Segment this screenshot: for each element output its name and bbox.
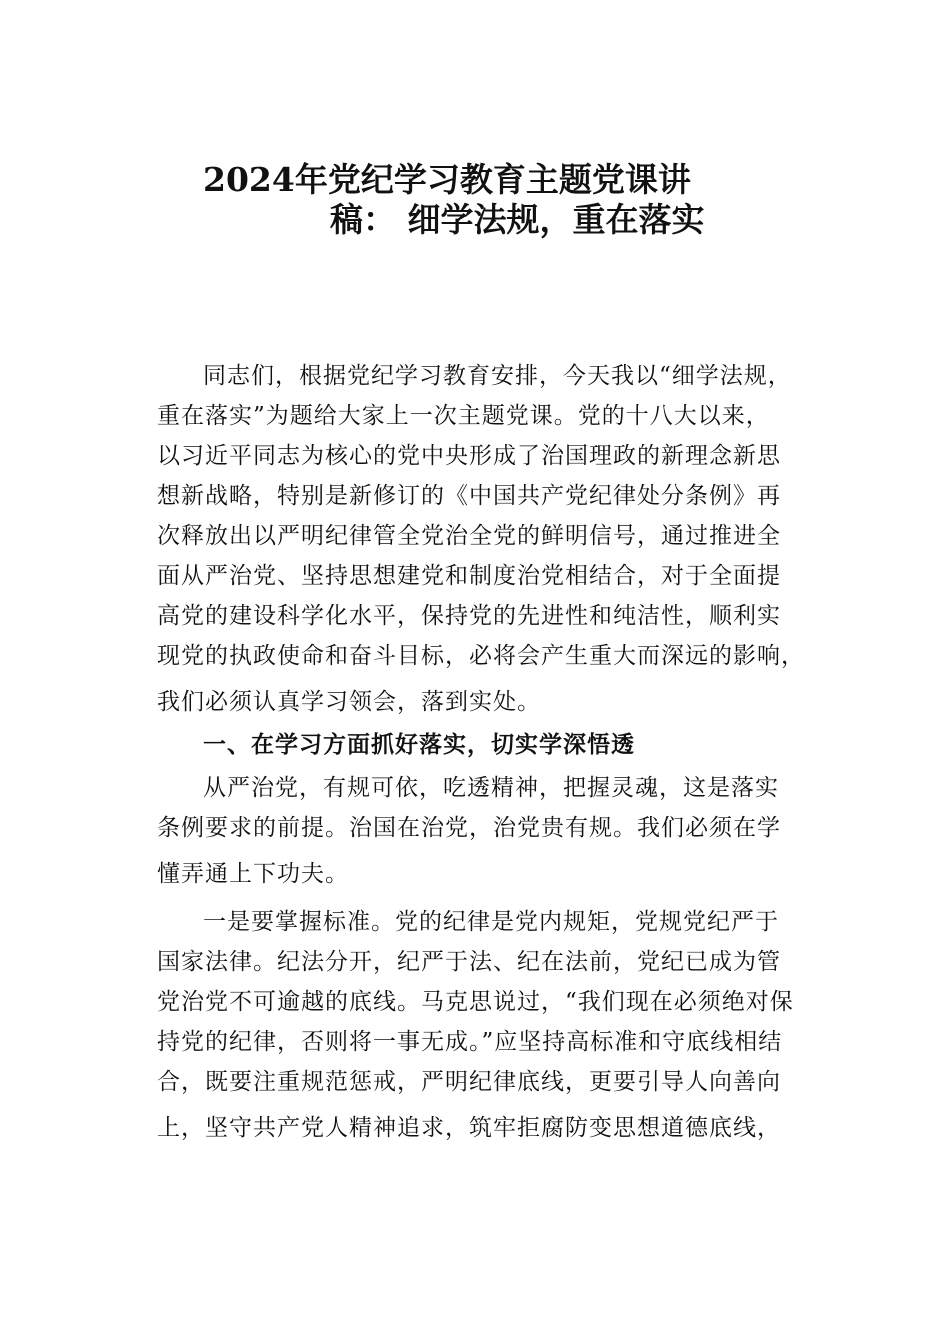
paragraph-line: 从严治党，有规可依，吃透精神，把握灵魂，这是落实 [203,775,779,801]
paragraph-line: 持党的纪律，否则将一事无成。”应坚持高标准和守底线相结 [157,1029,783,1055]
paragraph-line: 现党的执政使命和奋斗目标，必将会产生重大而深远的影响， [157,643,805,669]
section-heading [157,725,821,765]
document-title-line-2: 稿： 细学法规，重在落实 [330,200,705,239]
paragraph-line: 条例要求的前提。治国在治党，治党贵有规。我们必须在学 [157,815,781,841]
document-title-line-1: 2024年党纪学习教育主题党课讲 [203,160,691,199]
section-heading-text: 一、在学习方面抓好落实，切实学深悟透 [203,732,635,758]
paragraph-line: 一是要掌握标准。党的纪律是党内规矩，党规党纪严于 [203,909,779,935]
paragraph-line: 重在落实”为题给大家上一次主题党课。党的十八大以来， [157,403,770,429]
paragraph-line: 上，坚守共产党人精神追求，筑牢拒腐防变思想道德底线， [157,1115,781,1141]
paragraph-line: 同志们，根据党纪学习教育安排，今天我以“细学法规， [203,363,792,389]
paragraph-line: 合，既要注重规范惩戒，严明纪律底线，更要引导人向善向 [157,1069,781,1095]
intro-paragraph [157,356,821,722]
paragraph-line: 高党的建设科学化水平，保持党的先进性和纯洁性，顺利实 [157,603,781,629]
paragraph-line: 懂弄通上下功夫。 [157,861,349,887]
body-paragraph-2 [157,768,821,894]
paragraph-line: 以习近平同志为核心的党中央形成了治国理政的新理念新思 [157,443,781,469]
paragraph-line: 党治党不可逾越的底线。马克思说过，“我们现在必须绝对保 [157,989,794,1015]
paragraph-line: 国家法律。纪法分开，纪严于法、纪在法前，党纪已成为管 [157,949,781,975]
paragraph-line: 我们必须认真学习领会，落到实处。 [157,689,541,715]
paragraph-line: 面从严治党、坚持思想建党和制度治党相结合，对于全面提 [157,563,781,589]
paragraph-line: 次释放出以严明纪律管全党治全党的鲜明信号，通过推进全 [157,523,781,549]
paragraph-line: 想新战略，特别是新修订的《中国共产党纪律处分条例》再 [157,483,781,509]
body-paragraph-3 [157,902,821,1148]
